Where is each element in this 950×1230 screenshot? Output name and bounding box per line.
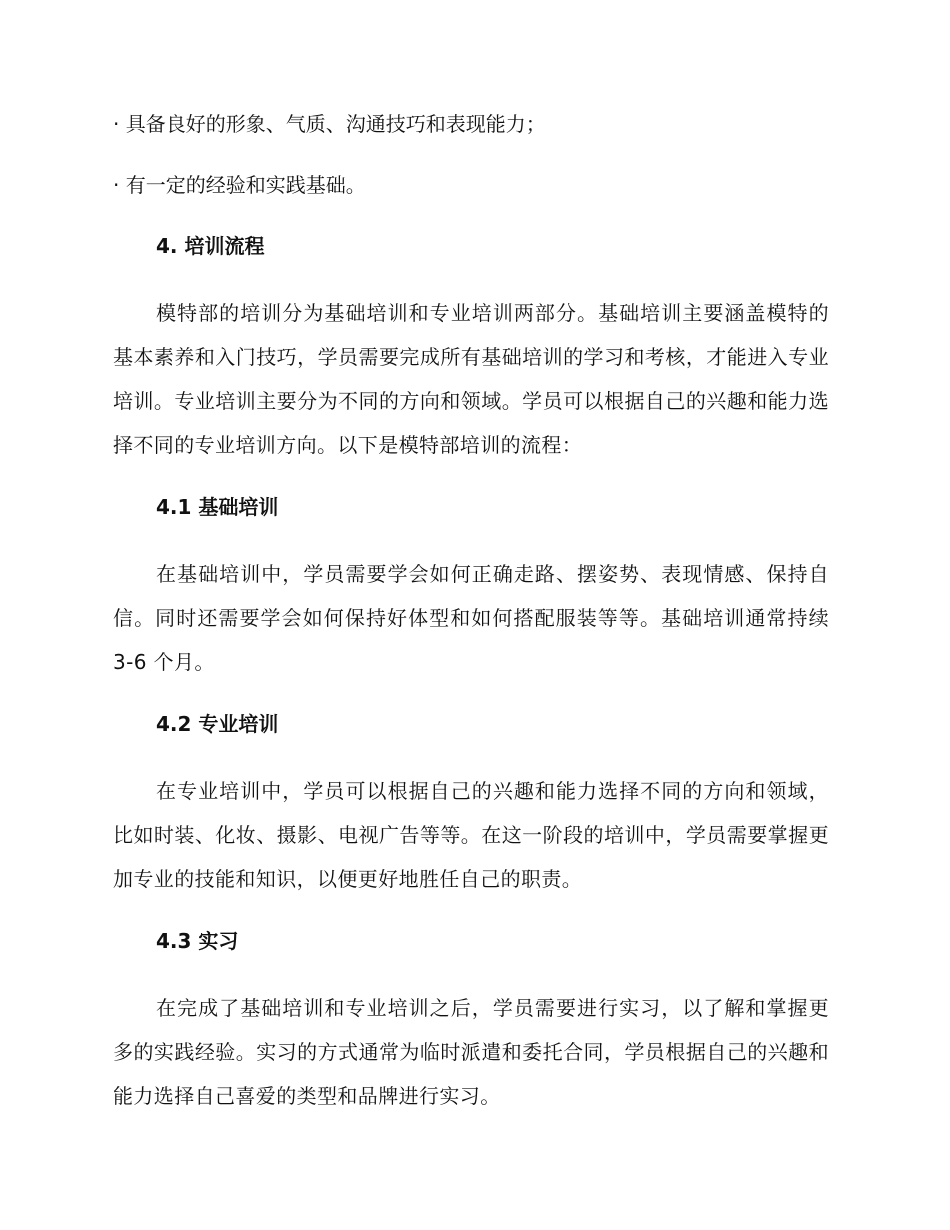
section-heading-4-2: 4.2 专业培训 [156,712,279,736]
bullet-item: · 具备良好的形象、气质、沟通技巧和表现能力； [113,112,546,136]
section-paragraph-4-2: 在专业培训中，学员可以根据自己的兴趣和能力选择不同的方向和领域，比如时装、化妆、摄影、电视广告等等。在这一阶段的培训中，学员需要掌握更加专业的技能和知识，以便更好地胜任自己的职责。 [113,779,829,891]
section-heading-4-1: 4.1 基础培训 [156,495,279,519]
document-body [113,110,829,1144]
section-heading-4-3: 4.3 实习 [156,929,239,953]
section-paragraph-4: 模特部的培训分为基础培训和专业培训两部分。基础培训主要涵盖模特的基本素养和入门技巧，学员需要完成所有基础培训的学习和考核，才能进入专业培训。专业培训主要分为不同的方向和领域。学员可以根据自己的兴趣和能力选择不同的专业培训方向。以下是模特部培训的流程： [113,301,829,457]
bullet-item: · 有一定的经验和实践基础。 [113,173,366,197]
section-paragraph-4-3: 在完成了基础培训和专业培训之后，学员需要进行实习，以了解和掌握更多的实践经验。实习的方式通常为临时派遣和委托合同，学员根据自己的兴趣和能力选择自己喜爱的类型和品牌进行实习。 [113,996,829,1108]
section-heading-4: 4. 培训流程 [156,234,265,258]
section-paragraph-4-1: 在基础培训中，学员需要学会如何正确走路、摆姿势、表现情感、保持自信。同时还需要学会如何保持好体型和如何搭配服装等等。基础培训通常持续 3-6 个月。 [113,562,829,674]
